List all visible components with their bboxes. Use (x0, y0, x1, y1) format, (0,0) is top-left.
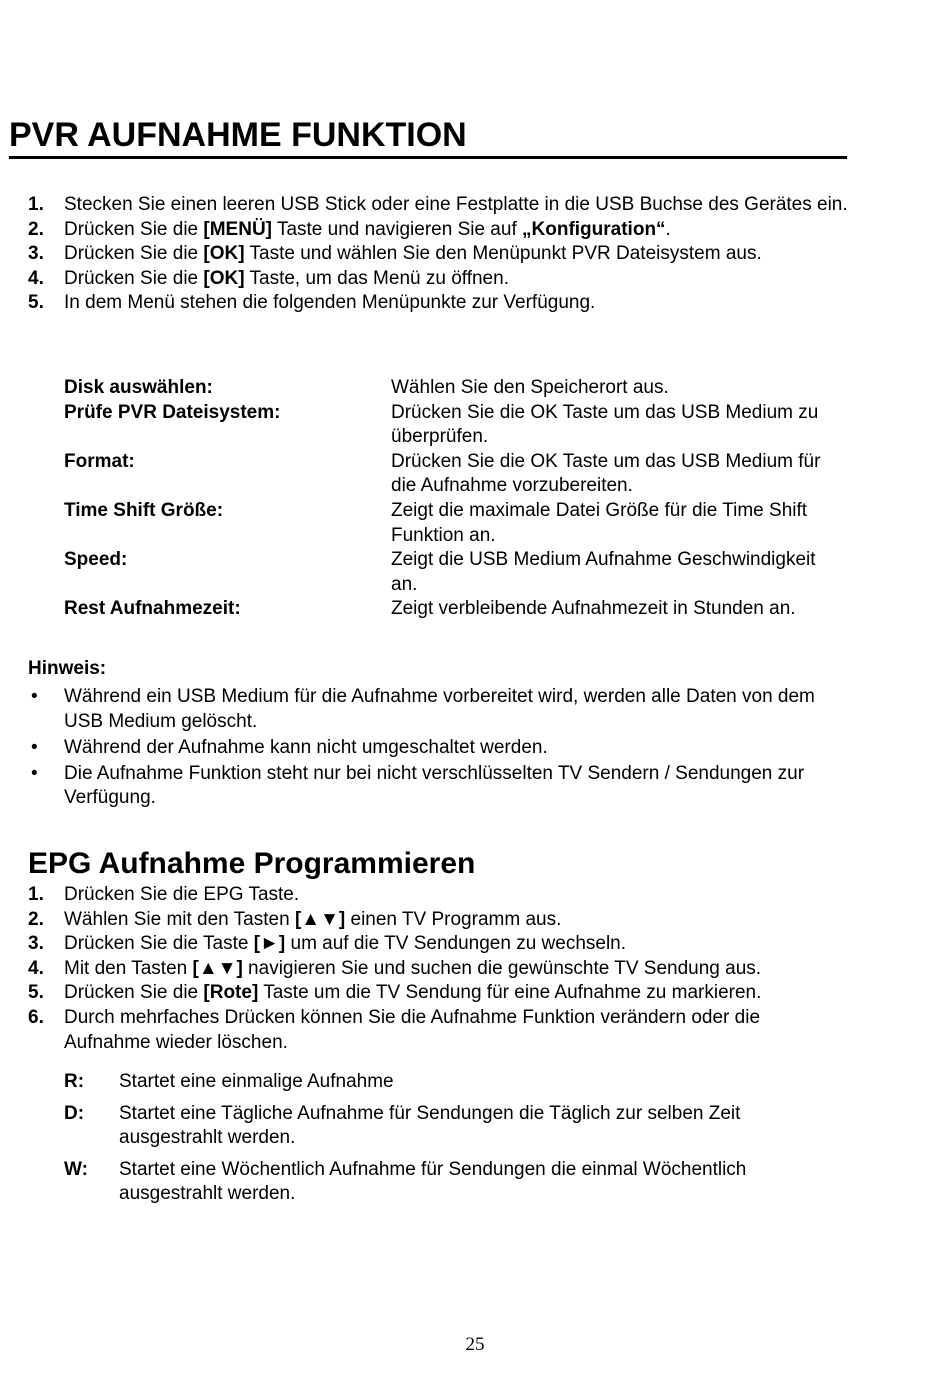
step-text (64, 219, 671, 240)
list-item (28, 932, 848, 957)
list-item (28, 1006, 848, 1055)
text-run: Taste und navigieren Sie auf (272, 218, 523, 240)
list-item (28, 957, 848, 982)
section-heading: EPG Aufnahme Programmieren (28, 847, 476, 880)
menu-item-term: Speed: (64, 549, 128, 571)
key-label: [▲▼] (192, 957, 243, 979)
menu-item-term: Rest Aufnahmezeit: (64, 598, 241, 620)
text-run: Drücken Sie die Taste (64, 933, 254, 955)
mode-key: R: (64, 1071, 85, 1092)
text-run: In dem Menü stehen die folgenden Menüpunkte zur Verfügung. (64, 292, 596, 314)
step-text (64, 194, 848, 215)
text-run: einen TV Programm aus. (345, 908, 562, 930)
text-run: Drücken Sie die (64, 267, 204, 289)
note-title: Hinweis: (28, 658, 107, 679)
menu-item-term: Prüfe PVR Dateisystem: (64, 401, 281, 423)
step-number: 5. (28, 982, 44, 1004)
text-run: Taste, um das Menü zu öffnen. (244, 267, 509, 289)
menu-item-desc: Zeigt die USB Medium Aufnahme Geschwindigkeit an. (391, 549, 816, 595)
step-text (64, 292, 595, 313)
menu-item-term: Format: (64, 450, 135, 472)
menu-item-desc: Zeigt die maximale Datei Größe für die Time Shift Funktion an. (391, 499, 808, 546)
menu-item-desc: Zeigt verbleibende Aufnahmezeit in Stunden an. (391, 598, 796, 620)
step-number: 1. (28, 884, 44, 905)
key-label: [OK] (203, 267, 245, 289)
text-run: Mit den Tasten (64, 957, 193, 979)
text-run: Wählen Sie mit den Tasten (64, 908, 295, 930)
menu-item-term: Disk auswählen: (64, 377, 213, 398)
menu-item-row (64, 376, 854, 401)
list-item (28, 193, 848, 218)
step-number: 4. (28, 267, 44, 289)
epg-steps-list (28, 883, 848, 1055)
list-item (64, 1102, 844, 1151)
key-label: [►] (253, 933, 286, 955)
step-text (64, 982, 761, 1003)
step-number: 5. (28, 292, 44, 314)
step-text (64, 268, 509, 289)
mode-desc: Startet eine Tägliche Aufnahme für Sendungen die Täglich zur selben Zeit ausgestrahlt werden. (119, 1102, 741, 1149)
text-run: Drücken Sie die EPG Taste. (64, 884, 300, 905)
text-run: Drücken Sie die (64, 218, 204, 240)
list-item (28, 736, 848, 761)
menu-item-desc: Drücken Sie die OK Taste um das USB Medium zu überprüfen. (391, 401, 819, 448)
key-label: [▲▼] (294, 908, 346, 930)
menu-items-table (64, 376, 854, 622)
mode-desc: Startet eine Wöchentlich Aufnahme für Sendungen die einmal Wöchentlich ausgestrahlt werden. (119, 1158, 747, 1205)
key-label: [OK] (203, 243, 245, 265)
menu-item-row (64, 499, 854, 548)
list-item (28, 291, 848, 316)
menu-item-term: Time Shift Größe: (64, 499, 224, 521)
mode-desc: Startet eine einmalige Aufnahme (119, 1071, 394, 1092)
step-text (64, 909, 561, 930)
menu-item-desc: Drücken Sie die OK Taste um das USB Medium für die Aufnahme vorzubereiten. (391, 450, 821, 497)
step-number: 2. (28, 218, 44, 240)
step-text (64, 243, 762, 264)
pvr-steps-list (28, 193, 848, 316)
list-item (28, 883, 848, 908)
menu-item-row (64, 548, 854, 597)
step-number: 2. (28, 908, 44, 930)
text-run: um auf die TV Sendungen zu wechseln. (285, 933, 627, 955)
key-label: [MENÜ] (203, 218, 273, 240)
bullet-icon: • (31, 762, 38, 784)
menu-item-row (64, 401, 854, 450)
text-run: Stecken Sie einen leeren USB Stick oder eine Festplatte in die USB Buchse des Gerätes ein. (64, 194, 848, 215)
list-item (28, 908, 848, 933)
bullet-icon: • (31, 686, 38, 707)
text-run: Taste um die TV Sendung für eine Aufnahme zu markieren. (258, 982, 762, 1004)
text-run: navigieren Sie und suchen die gewünschte TV Sendung aus. (242, 957, 762, 979)
mode-key: W: (64, 1158, 88, 1180)
list-item (28, 981, 848, 1006)
step-text (64, 958, 761, 979)
key-label: „Konfiguration“ (522, 218, 666, 240)
text-run: . (665, 218, 671, 240)
text-run: Drücken Sie die (64, 982, 204, 1004)
list-item (28, 242, 848, 267)
menu-item-desc: Wählen Sie den Speicherort aus. (391, 377, 669, 398)
menu-item-row (64, 450, 854, 499)
bullet-icon: • (31, 736, 38, 758)
list-item (64, 1158, 844, 1207)
text-run: Taste und wählen Sie den Menüpunkt PVR Dateisystem aus. (244, 243, 762, 265)
text-run: Durch mehrfaches Drücken können Sie die Aufnahme Funktion verändern oder die Aufnahme wieder löschen. (64, 1006, 761, 1053)
step-number: 6. (28, 1006, 44, 1028)
mode-key: D: (64, 1102, 85, 1124)
step-text (64, 884, 299, 905)
recording-modes-list (64, 1070, 844, 1214)
step-number: 3. (28, 243, 44, 265)
list-item (28, 218, 848, 243)
step-number: 4. (28, 957, 44, 979)
step-number: 3. (28, 933, 44, 955)
page-title: PVR AUFNAHME FUNKTION (9, 114, 847, 159)
note-text: Während ein USB Medium für die Aufnahme vorbereitet wird, werden alle Daten von dem USB Medium gelöscht. (64, 686, 815, 732)
list-item (64, 1070, 844, 1095)
key-label: [Rote] (203, 982, 259, 1004)
note-list (28, 685, 848, 812)
step-number: 1. (28, 194, 44, 215)
note-text: Die Aufnahme Funktion steht nur bei nicht verschlüsselten TV Sendern / Sendungen zur Verfügung. (64, 762, 805, 809)
list-item (28, 762, 848, 811)
list-item (28, 267, 848, 292)
menu-item-row (64, 597, 854, 622)
text-run: Drücken Sie die (64, 243, 204, 265)
list-item (28, 685, 848, 734)
step-text (64, 1007, 760, 1053)
page-number: 25 (465, 1334, 485, 1355)
note-text: Während der Aufnahme kann nicht umgeschaltet werden. (64, 736, 548, 758)
step-text (64, 933, 626, 954)
